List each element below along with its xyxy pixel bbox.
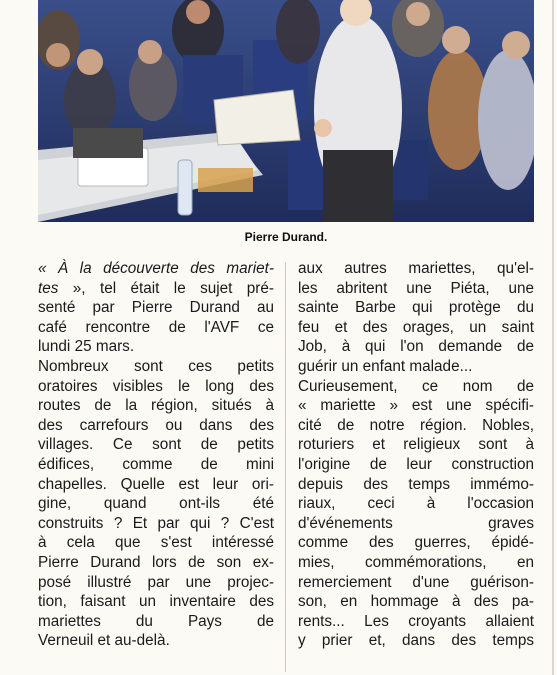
article-line: mariettes du Pays de: [38, 612, 274, 630]
article-line: comme des guerres, épidé-: [298, 534, 534, 552]
article-line: son, en hommage à des pa-: [298, 593, 534, 611]
article-line: café rencontre de l'AVF ce: [38, 318, 274, 336]
article-line: remerciement d'une guérison-: [298, 573, 534, 591]
article-line: Nombreux sont ces petits: [38, 357, 274, 375]
article-line: Job, à qui l'on demande de: [298, 338, 534, 356]
photo-caption: Pierre Durand.: [244, 230, 328, 244]
article-line: d'événements graves: [298, 514, 534, 532]
article-line: construits ? Et par qui ? C'est: [38, 514, 274, 532]
article-photo: [38, 0, 534, 222]
article-line: roturiers et religieux sont à: [298, 436, 534, 454]
article-line: Verneuil et au-delà.: [38, 632, 170, 650]
article-line: mies, commémorations, en: [298, 553, 534, 571]
article-line: depuis des temps immémo-: [298, 475, 534, 493]
article-line: à cela que s'est intéressé: [38, 534, 274, 552]
article-line: « mariette » est une spécifi-: [298, 397, 534, 415]
article-line: des carrefours ou dans des: [38, 416, 274, 434]
article-line: « À la découverte des mariet-: [38, 260, 274, 277]
article-line: y prier et, dans des temps: [298, 632, 534, 650]
article-line: chapelles. Quelle est leur ori-: [38, 475, 274, 493]
audience-presentation-photo-icon: [38, 0, 534, 222]
article-line: rents... Les croyants allaient: [298, 612, 534, 630]
article-line: l'origine de leur construction: [298, 455, 534, 473]
article-line: riaux, ceci à l'occasion: [298, 495, 534, 513]
article-line: routes de la région, situés à: [38, 397, 274, 415]
article-column-right: [298, 259, 534, 651]
article-line: gine, quand ont-ils été: [38, 495, 274, 513]
article-line: Curieusement, ce nom de: [298, 377, 534, 395]
article-line: sainte Barbe qui protège du: [298, 299, 534, 317]
article-line: posé illustré par une projec-: [38, 573, 274, 591]
article-line: tion, faisant un inventaire des: [38, 593, 274, 611]
article-line: tes », tel était le sujet pré-: [38, 279, 274, 297]
article-line: édifices, comme de mini: [38, 455, 274, 473]
article-line: Pierre Durand lors de son ex-: [38, 553, 274, 571]
article-line: feu et des orages, un saint: [298, 318, 534, 336]
article-line-rest: », tel était le sujet pré-: [58, 279, 274, 297]
article-line: lundi 25 mars.: [38, 338, 135, 356]
article-line: oratoires visibles le long des: [38, 377, 274, 395]
article-line: senté par Pierre Durand au: [38, 299, 274, 317]
page-edge: [552, 0, 554, 675]
article-line: cité de notre région. Nobles,: [298, 416, 534, 434]
article-line: guérir un enfant malade...: [298, 357, 473, 375]
article-column-left: [38, 259, 274, 651]
article-line: les abritent une Piéta, une: [298, 279, 534, 297]
article-line: villages. Ce sont de petits: [38, 436, 274, 454]
column-divider: [285, 262, 286, 672]
article-line: aux autres mariettes, qu'el-: [298, 260, 534, 277]
